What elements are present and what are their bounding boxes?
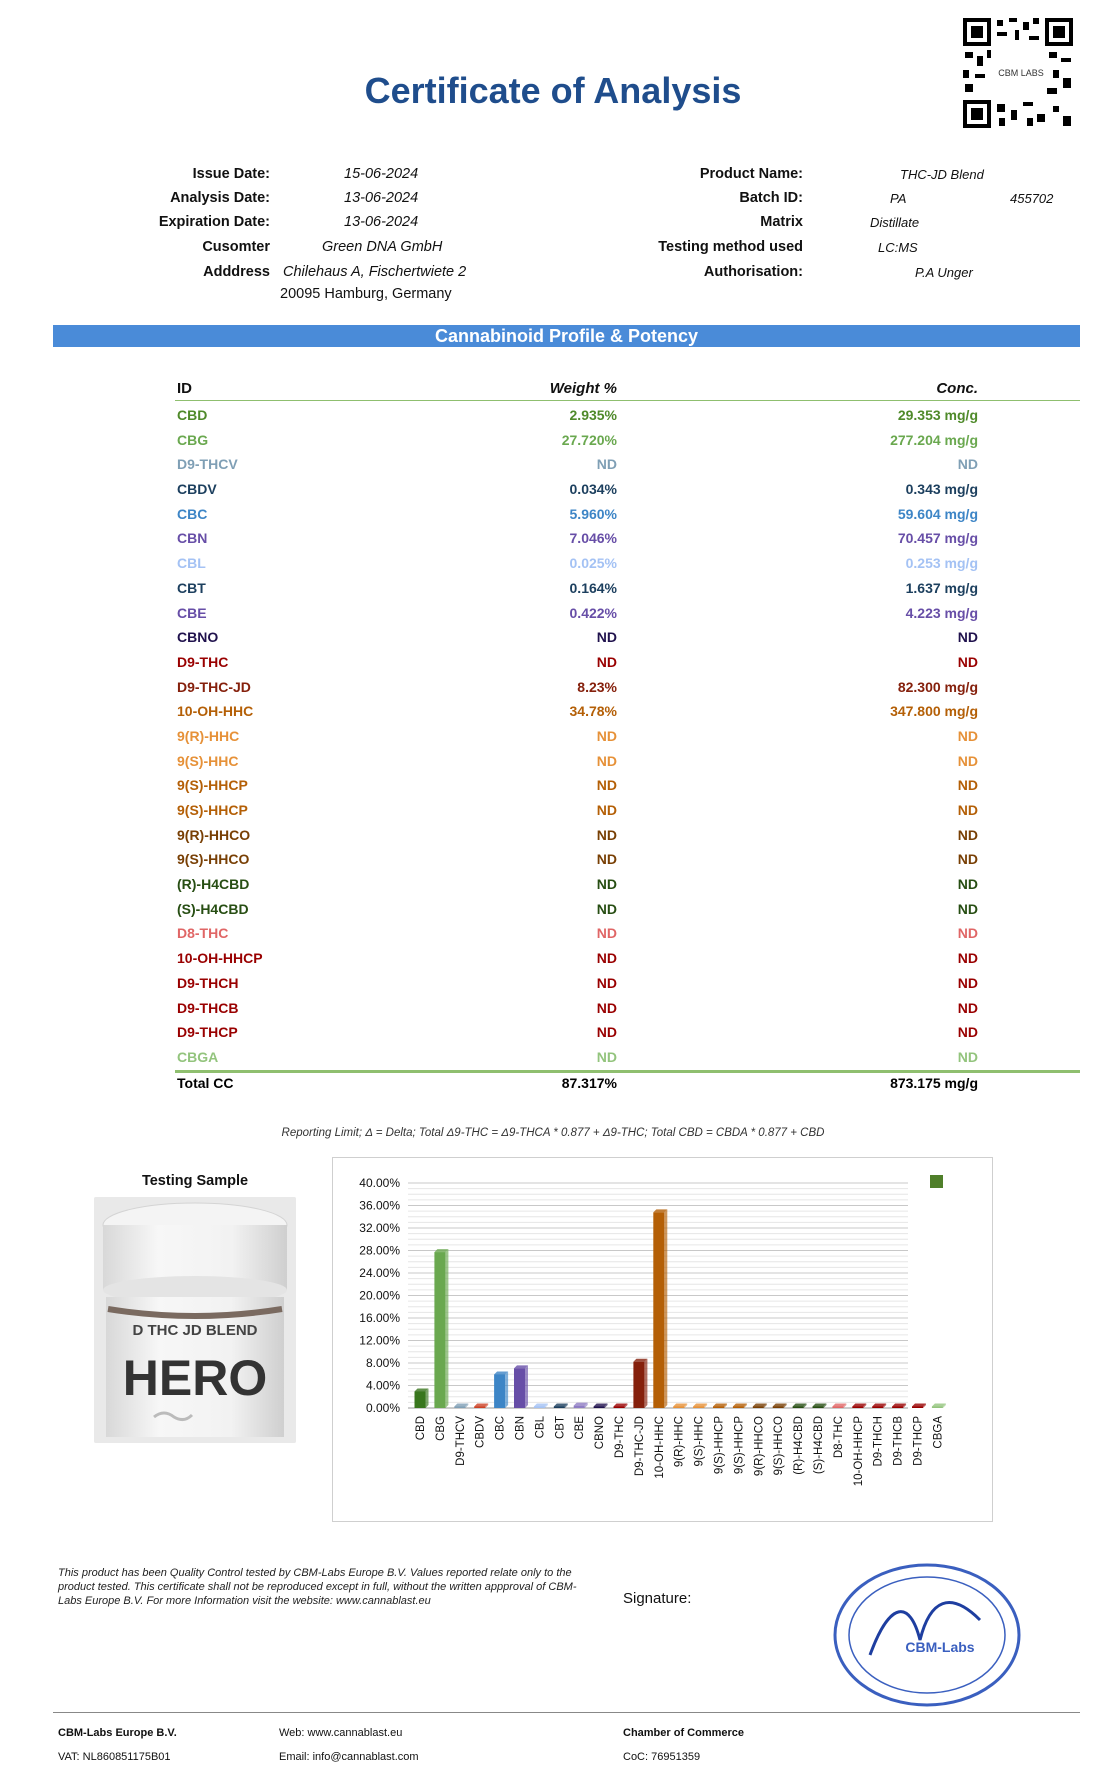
table-row — [175, 921, 1080, 946]
bar — [594, 1407, 605, 1409]
row-id: D9-THCV — [177, 456, 238, 473]
bar-side — [426, 1388, 429, 1408]
row-id: (R)-H4CBD — [177, 876, 250, 893]
x-tick-label: D9-THCV — [454, 1416, 467, 1466]
x-tick-label: D9-THC — [614, 1416, 626, 1459]
bar — [932, 1407, 943, 1409]
row-weight: ND — [596, 777, 617, 794]
bar-side — [445, 1249, 448, 1408]
bar — [793, 1407, 804, 1409]
row-conc: ND — [957, 752, 978, 769]
row-weight: ND — [596, 1048, 617, 1065]
row-conc: ND — [957, 999, 978, 1016]
chart-svg — [333, 1158, 994, 1523]
qr-label: CBM LABS — [998, 68, 1044, 78]
row-weight: 8.23% — [577, 678, 617, 695]
table-row — [175, 526, 1080, 551]
row-weight: 0.034% — [569, 481, 617, 498]
y-tick-label: 36.00% — [359, 1198, 400, 1213]
bar-side — [644, 1359, 647, 1408]
row-weight: ND — [596, 752, 617, 769]
section-title: Cannabinoid Profile & Potency — [53, 325, 1080, 347]
row-id: 10-OH-HHCP — [177, 950, 263, 967]
bar — [614, 1407, 625, 1409]
table-row — [175, 773, 1080, 798]
table-row — [175, 798, 1080, 823]
row-conc: ND — [957, 727, 978, 744]
address-label: Adddress — [203, 264, 270, 280]
x-tick-label: CBG — [434, 1416, 447, 1441]
x-tick-label: CBL — [534, 1416, 547, 1439]
table-row — [175, 872, 1080, 897]
x-tick-label: CBT — [554, 1416, 567, 1439]
footer-vat: VAT: NL860851175B01 — [58, 1751, 171, 1763]
table-row — [175, 428, 1080, 453]
row-weight: 5.960% — [569, 505, 617, 522]
bar — [415, 1391, 426, 1408]
table-row — [175, 946, 1080, 971]
row-weight: 2.935% — [569, 407, 617, 423]
batch-id-number: 455702 — [1010, 191, 1054, 206]
row-id: D8-THC — [177, 925, 229, 942]
sample-label-line2: HERO — [122, 1350, 268, 1406]
x-tick-label: D9-THCP — [912, 1416, 925, 1466]
bar — [673, 1407, 684, 1409]
row-weight: ND — [596, 925, 617, 942]
row-weight: ND — [596, 974, 617, 991]
analysis-date-value: 13-06-2024 — [344, 190, 419, 206]
lab-stamp-icon — [830, 1560, 1025, 1710]
bar — [434, 1252, 445, 1408]
header-conc: Conc. — [936, 380, 978, 397]
batch-id-label: Batch ID: — [739, 190, 803, 206]
row-id: 9(S)-HHC — [177, 752, 239, 769]
row-conc: ND — [957, 629, 978, 646]
testing-method-value: LC:MS — [878, 240, 918, 255]
row-conc: ND — [957, 1024, 978, 1041]
row-id: 9(S)-HHCP — [177, 777, 248, 794]
y-tick-label: 24.00% — [359, 1266, 400, 1280]
y-tick-label: 8.00% — [365, 1356, 400, 1370]
reporting-note: Reporting Limit; Δ = Delta; Total Δ9-THC = Δ9-THCA * 0.877 + Δ9-THC; Total CBD = CBDA * 0.877 + CBD — [281, 1127, 825, 1139]
disclaimer: This product has been Quality Control tested by CBM-Labs Europe B.V. Values reported relate only to the product tested. This certificate shall not be reproduced except in full, without the written appproval of CBM-Labs Europe B.V. For more Information visit the website: www.cannablast.eu — [58, 1567, 577, 1607]
matrix-label: Matrix — [760, 214, 803, 230]
bar — [813, 1407, 824, 1409]
row-conc: 0.253 mg/g — [905, 555, 978, 572]
row-id: 10-OH-HHC — [177, 703, 254, 720]
total-id: Total CC — [177, 1074, 234, 1091]
table-row — [175, 699, 1080, 724]
table-header — [175, 378, 1080, 401]
row-conc: 4.223 mg/g — [905, 604, 978, 621]
y-tick-label: 16.00% — [359, 1311, 400, 1325]
x-tick-label: D8-THC — [832, 1416, 845, 1459]
table-row — [175, 897, 1080, 922]
row-id: CBT — [177, 579, 206, 596]
total-conc: 873.175 mg/g — [890, 1074, 978, 1091]
row-conc: 82.300 mg/g — [897, 678, 978, 695]
row-id: 9(S)-HHCO — [177, 851, 250, 868]
footer-divider — [53, 1712, 1080, 1713]
product-name-label: Product Name: — [699, 166, 803, 182]
sample-label-line1: D THC JD BLEND — [132, 1322, 258, 1339]
row-id: CBD — [177, 407, 208, 423]
bar-side — [525, 1365, 528, 1408]
table-row — [175, 971, 1080, 996]
table-row — [175, 847, 1080, 872]
row-conc: ND — [957, 950, 978, 967]
table-row — [175, 749, 1080, 774]
table-row — [175, 724, 1080, 749]
table-row — [175, 675, 1080, 700]
bar — [912, 1407, 923, 1409]
row-weight: ND — [596, 456, 617, 473]
row-weight: 27.720% — [561, 431, 617, 448]
row-weight: ND — [596, 826, 617, 843]
legend-swatch — [930, 1175, 943, 1188]
table-row — [175, 452, 1080, 477]
row-conc: ND — [957, 1048, 978, 1065]
row-conc: 0.343 mg/g — [905, 481, 978, 498]
bar — [574, 1406, 585, 1408]
row-weight: ND — [596, 950, 617, 967]
row-id: CBGA — [177, 1048, 219, 1065]
row-conc: ND — [957, 925, 978, 942]
table-row — [175, 403, 1080, 428]
total-weight: 87.317% — [561, 1074, 617, 1091]
x-tick-label: D9-THCH — [872, 1416, 885, 1467]
row-id: CBL — [177, 555, 206, 572]
x-tick-label: CBD — [415, 1416, 427, 1441]
row-weight: 34.78% — [569, 703, 617, 720]
row-id: CBC — [177, 505, 208, 522]
row-id: CBNO — [177, 629, 219, 646]
bar — [852, 1407, 863, 1409]
bar — [534, 1407, 545, 1409]
table-row — [175, 502, 1080, 527]
row-id: D9-THC-JD — [177, 678, 251, 695]
row-conc: ND — [957, 653, 978, 670]
row-conc: ND — [957, 826, 978, 843]
row-id: CBN — [177, 530, 208, 547]
page-title: Certificate of Analysis — [364, 70, 742, 111]
x-tick-label: CBE — [574, 1416, 587, 1440]
stamp-text: CBM-Labs — [905, 1639, 975, 1655]
x-tick-label: CBN — [514, 1416, 527, 1441]
bar — [514, 1368, 525, 1408]
address-line2: 20095 Hamburg, Germany — [280, 286, 452, 302]
row-id: D9-THCP — [177, 1024, 238, 1041]
table-row — [175, 601, 1080, 626]
bar — [633, 1362, 644, 1408]
table-row — [175, 650, 1080, 675]
row-weight: ND — [596, 900, 617, 917]
sample-title: Testing Sample — [141, 1173, 249, 1189]
row-conc: ND — [957, 974, 978, 991]
bar — [474, 1407, 485, 1409]
row-id: 9(S)-HHCP — [177, 802, 248, 818]
y-tick-label: 4.00% — [365, 1378, 400, 1393]
issue-date-value: 15-06-2024 — [344, 166, 419, 182]
x-tick-label: 9(S)-HHC — [693, 1416, 706, 1467]
row-id: CBE — [177, 604, 207, 621]
row-weight: 7.046% — [569, 530, 617, 547]
bar — [693, 1407, 704, 1409]
row-weight: ND — [596, 999, 617, 1016]
row-weight: ND — [596, 851, 617, 868]
table-row — [175, 823, 1080, 848]
row-conc: ND — [957, 851, 978, 868]
table-row — [175, 477, 1080, 502]
bar — [494, 1374, 505, 1408]
row-weight: ND — [596, 629, 617, 646]
x-tick-label: (R)-H4CBD — [793, 1416, 806, 1475]
customer-value: Green DNA GmbH — [322, 239, 443, 255]
row-id: D9-THCH — [177, 974, 239, 991]
product-name-value: THC-JD Blend — [900, 167, 984, 182]
signature-label: Signature: — [623, 1590, 692, 1607]
bar — [872, 1407, 883, 1409]
table-row — [175, 551, 1080, 576]
row-weight: ND — [596, 876, 617, 893]
x-tick-label: 9(R)-HHCO — [753, 1416, 766, 1477]
qr-code-icon — [963, 18, 1073, 128]
y-tick-label: 0.00% — [365, 1401, 400, 1415]
row-id: CBG — [177, 431, 209, 448]
analysis-date-label: Analysis Date: — [170, 190, 270, 206]
bar-side — [664, 1209, 667, 1408]
footer-coc: CoC: 76951359 — [623, 1751, 701, 1763]
row-conc: ND — [957, 456, 978, 473]
row-id: (S)-H4CBD — [177, 900, 249, 917]
footer-email: Email: info@cannablast.com — [279, 1751, 419, 1763]
row-weight: ND — [596, 653, 617, 670]
x-tick-label: CBDV — [474, 1416, 487, 1448]
potency-chart — [332, 1157, 993, 1522]
x-tick-label: CBC — [494, 1416, 507, 1441]
header-weight: Weight % — [549, 380, 617, 397]
authorisation-label: Authorisation: — [703, 264, 803, 280]
x-tick-label: (S)-H4CBD — [813, 1416, 825, 1475]
row-conc: ND — [957, 777, 978, 794]
expiration-date-label: Expiration Date: — [158, 214, 270, 230]
x-tick-label: CBGA — [932, 1416, 945, 1449]
row-id: D9-THCB — [177, 999, 239, 1016]
y-tick-label: 32.00% — [359, 1221, 400, 1235]
batch-id-prefix: PA — [890, 191, 907, 206]
y-tick-label: 12.00% — [359, 1333, 400, 1348]
expiration-date-value: 13-06-2024 — [344, 214, 419, 230]
row-weight: ND — [596, 727, 617, 744]
row-conc: 1.637 mg/g — [905, 579, 978, 596]
footer-web: Web: www.cannablast.eu — [279, 1727, 403, 1739]
row-conc: 347.800 mg/g — [890, 703, 978, 720]
header-id: ID — [177, 380, 192, 397]
row-id: CBDV — [177, 481, 217, 498]
bar — [733, 1407, 744, 1409]
row-weight: ND — [596, 1024, 617, 1041]
issue-date-label: Issue Date: — [192, 166, 270, 182]
table-row — [175, 1020, 1080, 1045]
x-tick-label: D9-THC-JD — [633, 1416, 646, 1477]
sample-photo — [94, 1197, 296, 1443]
row-conc: 59.604 mg/g — [897, 505, 978, 522]
bar — [773, 1407, 784, 1409]
x-tick-label: CBNO — [594, 1416, 607, 1450]
row-conc: ND — [957, 802, 978, 818]
y-tick-label: 40.00% — [359, 1176, 400, 1190]
row-weight: 0.422% — [569, 604, 617, 621]
table-row — [175, 996, 1080, 1021]
total-row — [175, 1070, 1080, 1095]
bar — [713, 1407, 724, 1409]
footer-company: CBM-Labs Europe B.V. — [58, 1727, 177, 1739]
y-tick-label: 28.00% — [359, 1243, 400, 1258]
table-row — [175, 576, 1080, 601]
x-tick-label: 9(S)-HHCO — [773, 1416, 786, 1476]
bar — [832, 1407, 843, 1409]
row-conc: 277.204 mg/g — [890, 431, 978, 448]
x-tick-label: 10-OH-HHCP — [852, 1416, 865, 1487]
bar — [653, 1212, 664, 1408]
row-conc: ND — [957, 900, 978, 917]
x-tick-label: 9(S)-HHCP — [713, 1416, 726, 1475]
customer-label: Cusomter — [202, 239, 270, 255]
address-line1: Chilehaus A, Fischertwiete 2 — [283, 264, 467, 280]
row-conc: ND — [957, 876, 978, 893]
row-weight: 0.164% — [569, 579, 617, 596]
bar-side — [505, 1371, 508, 1408]
potency-table — [175, 403, 1080, 1094]
table-row — [175, 1045, 1080, 1070]
testing-method-label: Testing method used — [658, 239, 803, 255]
row-id: 9(R)-HHCO — [177, 826, 251, 843]
footer-coc-title: Chamber of Commerce — [623, 1727, 745, 1739]
bar — [454, 1407, 465, 1409]
row-conc: 29.353 mg/g — [897, 407, 978, 423]
bar — [554, 1407, 565, 1409]
row-weight: ND — [596, 802, 617, 818]
row-id: D9-THC — [177, 653, 229, 670]
row-weight: 0.025% — [569, 555, 617, 572]
table-row — [175, 625, 1080, 650]
bar — [753, 1407, 764, 1409]
x-tick-label: 9(R)-HHC — [673, 1416, 686, 1468]
row-conc: 70.457 mg/g — [897, 530, 978, 547]
bar — [892, 1407, 903, 1409]
y-tick-label: 20.00% — [359, 1288, 400, 1303]
authorisation-value: P.A Unger — [915, 265, 973, 280]
x-tick-label: 10-OH-HHC — [653, 1416, 666, 1479]
x-tick-label: D9-THCB — [892, 1416, 905, 1466]
matrix-value: Distillate — [870, 215, 920, 230]
x-tick-label: 9(S)-HHCP — [733, 1416, 746, 1475]
row-id: 9(R)-HHC — [177, 727, 240, 744]
